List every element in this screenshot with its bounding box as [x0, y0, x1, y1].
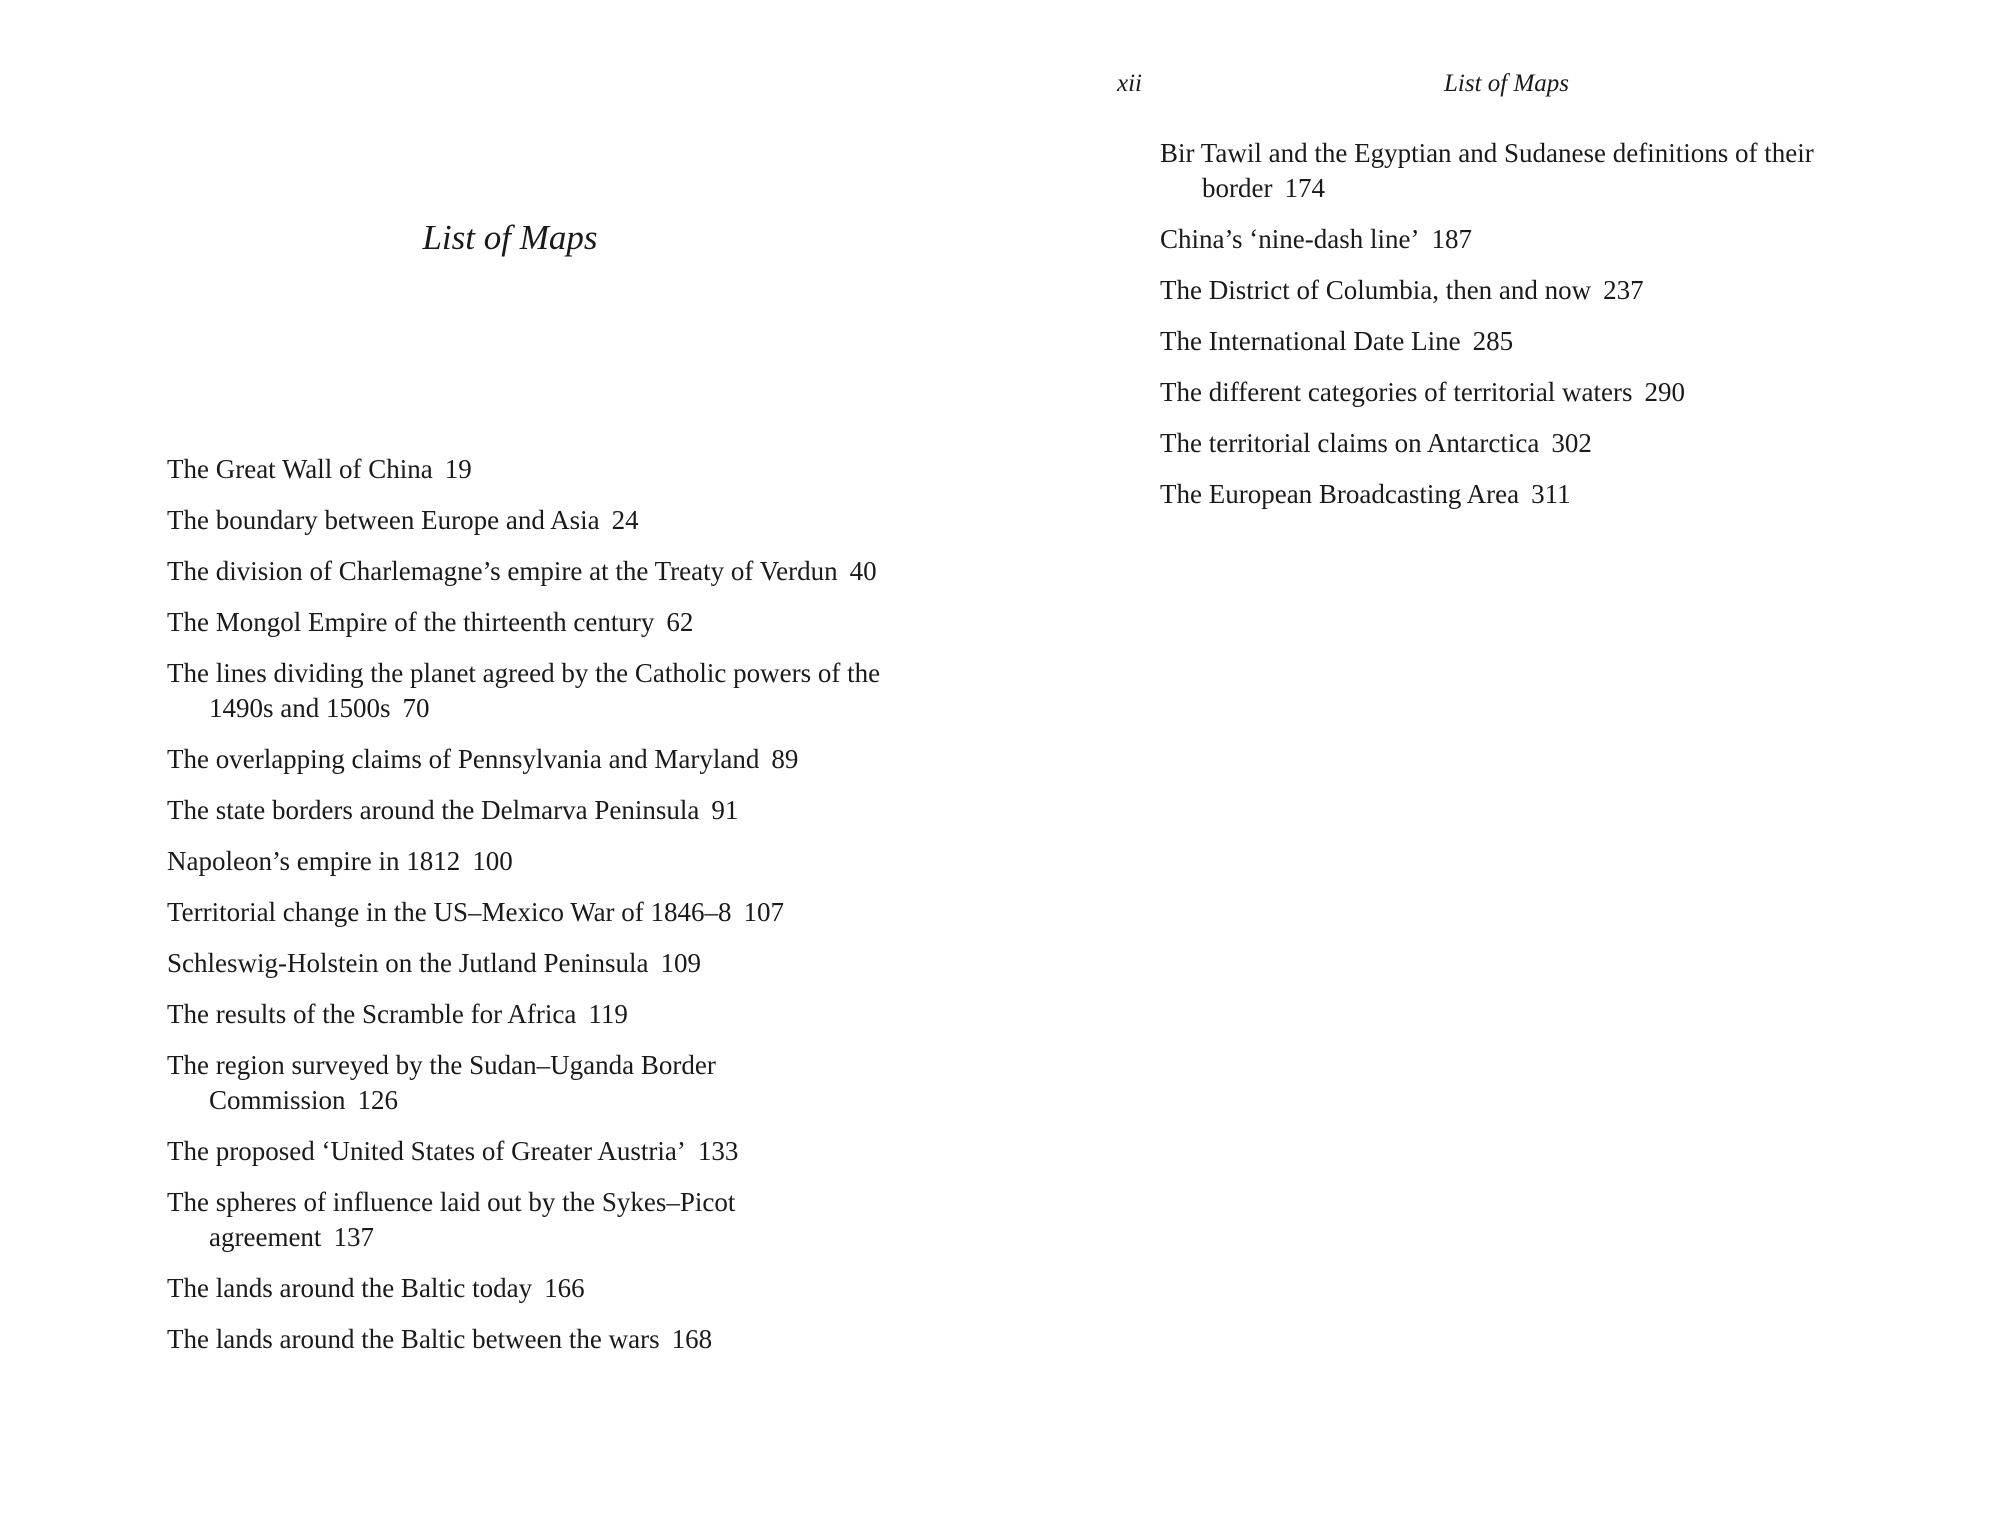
map-entry: [167, 1271, 907, 1306]
entry-page-number: 168: [671, 1324, 713, 1354]
map-entry: [1160, 273, 1860, 308]
entry-title: Territorial change in the US–Mexico War of 1846–8: [167, 897, 732, 927]
map-entry: [167, 793, 907, 828]
entry-title: Napoleon’s empire in 1812: [167, 846, 461, 876]
map-list-left: [167, 452, 907, 1373]
entry-title: The European Broadcasting Area: [1160, 479, 1520, 509]
map-entry: [167, 742, 907, 777]
entry-page-number: 89: [771, 744, 799, 774]
entry-page-number: 119: [588, 999, 628, 1029]
map-entry: [167, 452, 907, 487]
entry-page-number: 174: [1284, 173, 1325, 203]
entry-title: The boundary between Europe and Asia: [167, 505, 600, 535]
entry-page-number: 107: [743, 897, 785, 927]
map-entry: [167, 946, 907, 981]
entry-page-number: 109: [660, 948, 701, 978]
entry-page-number: 70: [402, 693, 430, 723]
right-page: [1000, 0, 2000, 1531]
entry-title: China’s ‘nine-dash line’: [1160, 224, 1420, 254]
entry-page-number: 187: [1431, 224, 1472, 254]
map-entry: [167, 554, 907, 589]
entry-page-number: 40: [849, 556, 877, 586]
map-entry: [167, 844, 907, 879]
entry-page-number: 91: [711, 795, 739, 825]
map-entry: [167, 1322, 907, 1357]
entry-title: The Mongol Empire of the thirteenth century: [167, 607, 655, 637]
map-entry: [1160, 222, 1860, 257]
entry-title: The division of Charlemagne’s empire at the Treaty of Verdun: [167, 556, 838, 586]
map-entry: [167, 605, 907, 640]
entry-title: The lands around the Baltic between the wars: [167, 1324, 660, 1354]
map-entry: [167, 895, 907, 930]
entry-title: The Great Wall of China: [167, 454, 433, 484]
page-title: List of Maps: [422, 218, 598, 257]
map-entry: [167, 997, 907, 1032]
entry-title: The District of Columbia, then and now: [1160, 275, 1592, 305]
entry-page-number: 237: [1603, 275, 1644, 305]
page-number: xii: [1117, 70, 1142, 97]
map-entry: [1160, 324, 1860, 359]
map-entry: [167, 1134, 907, 1169]
entry-title: The lines dividing the planet agreed by the Catholic powers of the 1490s and 1500s: [167, 658, 881, 723]
entry-title: The different categories of territorial waters: [1160, 377, 1633, 407]
entry-title: The overlapping claims of Pennsylvania and Maryland: [167, 744, 760, 774]
entry-title: The proposed ‘United States of Greater Austria’: [167, 1136, 686, 1166]
entry-title: The region surveyed by the Sudan–Uganda Border Commission: [167, 1050, 716, 1115]
map-entry: [1160, 375, 1860, 410]
map-entry: [1160, 477, 1860, 512]
entry-page-number: 133: [697, 1136, 739, 1166]
entry-page-number: 137: [333, 1222, 374, 1252]
entry-title: The International Date Line: [1160, 326, 1461, 356]
entry-page-number: 290: [1644, 377, 1686, 407]
entry-page-number: 126: [357, 1085, 399, 1115]
entry-page-number: 62: [666, 607, 694, 637]
entry-page-number: 285: [1472, 326, 1514, 356]
entry-page-number: 19: [444, 454, 472, 484]
map-entry: [1160, 136, 1860, 206]
entry-page-number: 24: [611, 505, 639, 535]
entry-page-number: 302: [1551, 428, 1592, 458]
map-entry: [167, 1185, 907, 1255]
entry-title: The lands around the Baltic today: [167, 1273, 533, 1303]
entry-page-number: 311: [1531, 479, 1571, 509]
entry-page-number: 100: [472, 846, 513, 876]
entry-title: The territorial claims on Antarctica: [1160, 428, 1540, 458]
running-head: List of Maps: [1444, 70, 1570, 97]
map-entry: [167, 503, 907, 538]
entry-title: Bir Tawil and the Egyptian and Sudanese definitions of their border: [1160, 138, 1814, 203]
map-entry: [167, 656, 907, 726]
map-entry: [167, 1048, 907, 1118]
entry-title: Schleswig-Holstein on the Jutland Peninsula: [167, 948, 649, 978]
entry-title: The spheres of influence laid out by the Sykes–Picot agreement: [167, 1187, 736, 1252]
entry-title: The state borders around the Delmarva Peninsula: [167, 795, 700, 825]
entry-title: The results of the Scramble for Africa: [167, 999, 577, 1029]
map-entry: [1160, 426, 1860, 461]
entry-page-number: 166: [544, 1273, 585, 1303]
map-list-right: [1160, 136, 1860, 528]
